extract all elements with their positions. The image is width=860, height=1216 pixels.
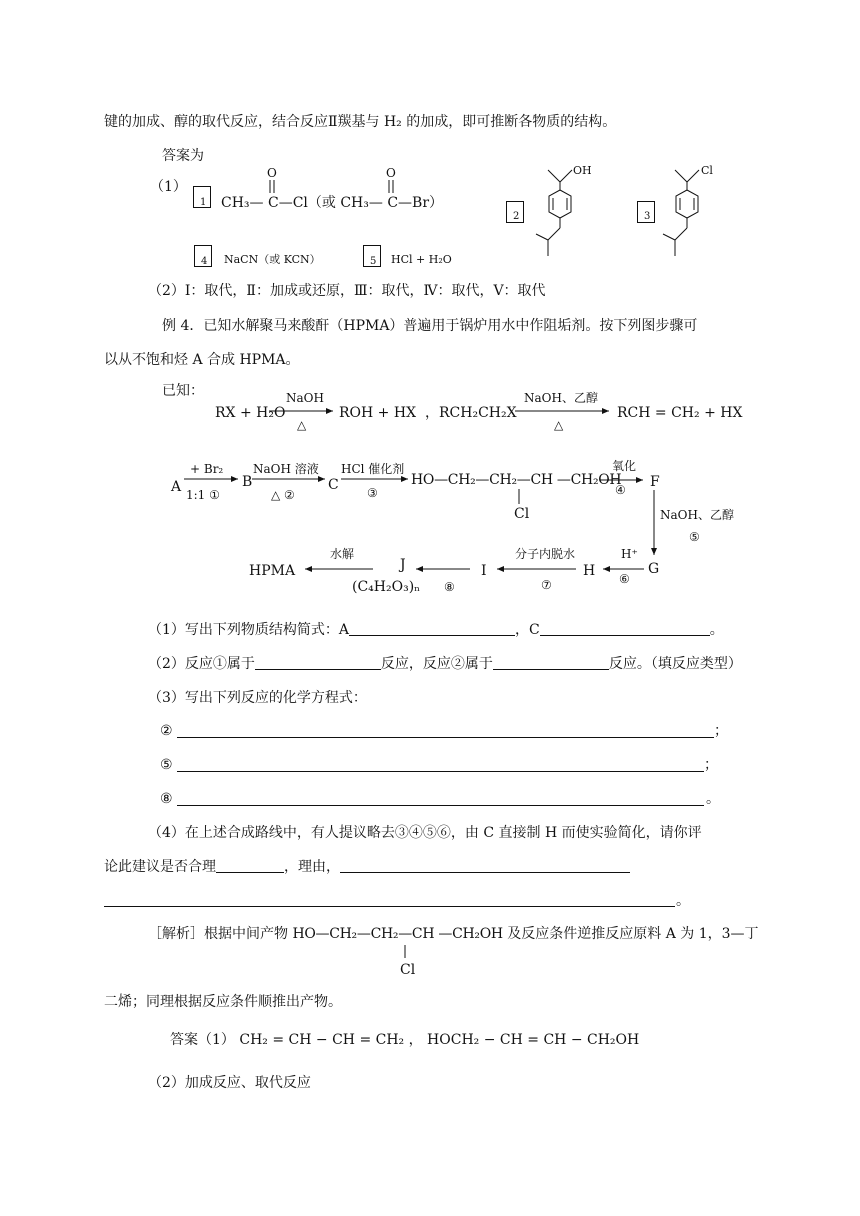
- answer-5-text: HCl + H₂O: [391, 253, 452, 266]
- compound-J: J: [400, 557, 406, 573]
- answer-4-text: NaCN（或 KCN）: [224, 253, 321, 266]
- known2-condition: △: [554, 418, 564, 432]
- known-label: 已知：: [162, 383, 204, 399]
- step8-number: ⑧: [444, 580, 455, 594]
- known2-reactant: ，RCH₂CH₂X: [425, 405, 517, 421]
- subquestion-4-text-b: 论此建议是否合理: [104, 859, 216, 875]
- compound-B: B: [242, 474, 253, 490]
- step4-reagent: 氧化: [612, 459, 637, 473]
- box-number-4: 4: [201, 256, 208, 267]
- box-number-5: 5: [370, 256, 377, 267]
- equation-8-period: 。: [706, 791, 720, 807]
- equation-5-label: ⑤: [160, 757, 173, 773]
- step7-reagent: 分子内脱水: [515, 547, 576, 561]
- step5-reagent: NaOH、乙醇: [660, 508, 734, 522]
- known1-reactant: RX + H₂O: [215, 405, 286, 421]
- analysis-text-a: ［解析］根据中间产物: [148, 926, 288, 942]
- answer-label: 答案为: [162, 148, 204, 164]
- box-number-3: 3: [644, 211, 651, 222]
- compound-J-formula: (C₄H₂O₃)ₙ: [352, 579, 421, 595]
- equation-2-semicolon: ；: [714, 723, 728, 739]
- box-number-1: 1: [200, 197, 207, 208]
- aryl-alcohol-structure: [536, 170, 572, 256]
- subquestion-1-text-b: ，C: [515, 622, 540, 638]
- known2-product: RCH = CH₂ + HX: [617, 405, 743, 421]
- subquestion-3: （3）写出下列反应的化学方程式：: [148, 690, 367, 706]
- example4-line2: 以从不饱和烃 A 合成 HPMA。: [104, 352, 300, 368]
- hydroxyl-label: OH: [573, 164, 592, 177]
- aryl-chloride-structure: [663, 170, 699, 256]
- equation-8-label: ⑧: [160, 791, 173, 807]
- final-answer-1: 答案（1） CH₂ = CH − CH = CH₂ ， HOCH₂ − CH = CH − CH₂OH: [170, 1032, 640, 1048]
- known1-reagent: NaOH: [286, 391, 324, 405]
- subquestion-4-line1: （4）在上述合成路线中，有人提议略去③④⑤⑥，由 C 直接制 H 而使实验简化，请你评: [148, 825, 702, 841]
- compound-H: H: [583, 563, 596, 579]
- step3-reagent: HCl 催化剂: [341, 462, 405, 476]
- analysis-line2: 二烯；同理根据反应条件顺推出产物。: [104, 994, 342, 1010]
- acyl-chloride-formula: CH₃— C—Cl（或 CH₃— C—Br）: [221, 195, 444, 211]
- subquestion-2-text-b: 反应，反应②属于: [380, 656, 493, 672]
- intermediate-molecule: HO—CH₂—CH₂—CH —CH₂OH: [411, 472, 622, 488]
- known1-condition: △: [297, 418, 307, 432]
- subquestion-2-text-a: （2）反应①属于: [148, 656, 255, 672]
- subquestion-4-text-c: ，理由，: [284, 859, 340, 875]
- analysis-molecule: HO—CH₂—CH₂—CH —CH₂OH: [292, 926, 503, 942]
- step6-reagent: H⁺: [621, 547, 638, 561]
- step4-number: ④: [615, 483, 626, 497]
- subquestion-1-text-a: （1）写出下列物质结构简式：A: [148, 622, 350, 638]
- subquestion-1-end: 。: [709, 622, 724, 638]
- box-number-2: 2: [513, 211, 520, 222]
- analysis-text-b: 及反应条件逆推反应原料 A 为 1，3—丁: [507, 926, 759, 942]
- known1-product: ROH + HX: [339, 405, 417, 421]
- step1-reagent: + Br₂: [190, 462, 224, 476]
- q2-answer: （2）Ⅰ：取代，Ⅱ：加成或还原，Ⅲ：取代，Ⅳ：取代，Ⅴ：取代: [148, 283, 546, 299]
- step2-reagent: NaOH 溶液: [253, 462, 319, 476]
- step1-condition: 1:1 ①: [186, 488, 220, 502]
- step3-number: ③: [367, 486, 378, 500]
- step5-number: ⑤: [689, 530, 700, 544]
- compound-I: I: [481, 563, 487, 579]
- reason-period: 。: [676, 893, 690, 909]
- compound-G: G: [648, 561, 660, 577]
- subquestion-2-text-c: 反应。（填反应类型）: [608, 656, 742, 672]
- compound-C: C: [328, 477, 339, 493]
- step9-reagent: 水解: [330, 547, 355, 561]
- known2-reagent: NaOH、乙醇: [524, 391, 598, 405]
- equation-2-label: ②: [160, 723, 173, 739]
- compound-A: A: [171, 479, 182, 495]
- step2-condition: △ ②: [271, 488, 295, 502]
- step7-number: ⑦: [541, 578, 552, 592]
- oxygen-label-2: O: [386, 166, 396, 180]
- final-answer-2: （2）加成反应、取代反应: [148, 1075, 311, 1091]
- oxygen-label-1: O: [267, 166, 277, 180]
- intermediate-chloro: Cl: [514, 506, 530, 522]
- compound-HPMA: HPMA: [249, 563, 296, 579]
- example4-line1: 例 4．已知水解聚马来酸酐（HPMA）普遍用于锅炉用水中作阻垢剂。按下列图步骤可: [162, 318, 698, 334]
- step6-number: ⑥: [619, 572, 630, 586]
- analysis-chloro: Cl: [400, 962, 416, 978]
- intro-line: 键的加成、醇的取代反应，结合反应Ⅱ羰基与 H₂ 的加成，即可推断各物质的结构。: [104, 114, 617, 130]
- compound-F: F: [650, 474, 660, 490]
- equation-5-semicolon: ；: [704, 757, 718, 773]
- q1-marker: （1）: [150, 179, 187, 195]
- chloro-label: Cl: [701, 164, 713, 177]
